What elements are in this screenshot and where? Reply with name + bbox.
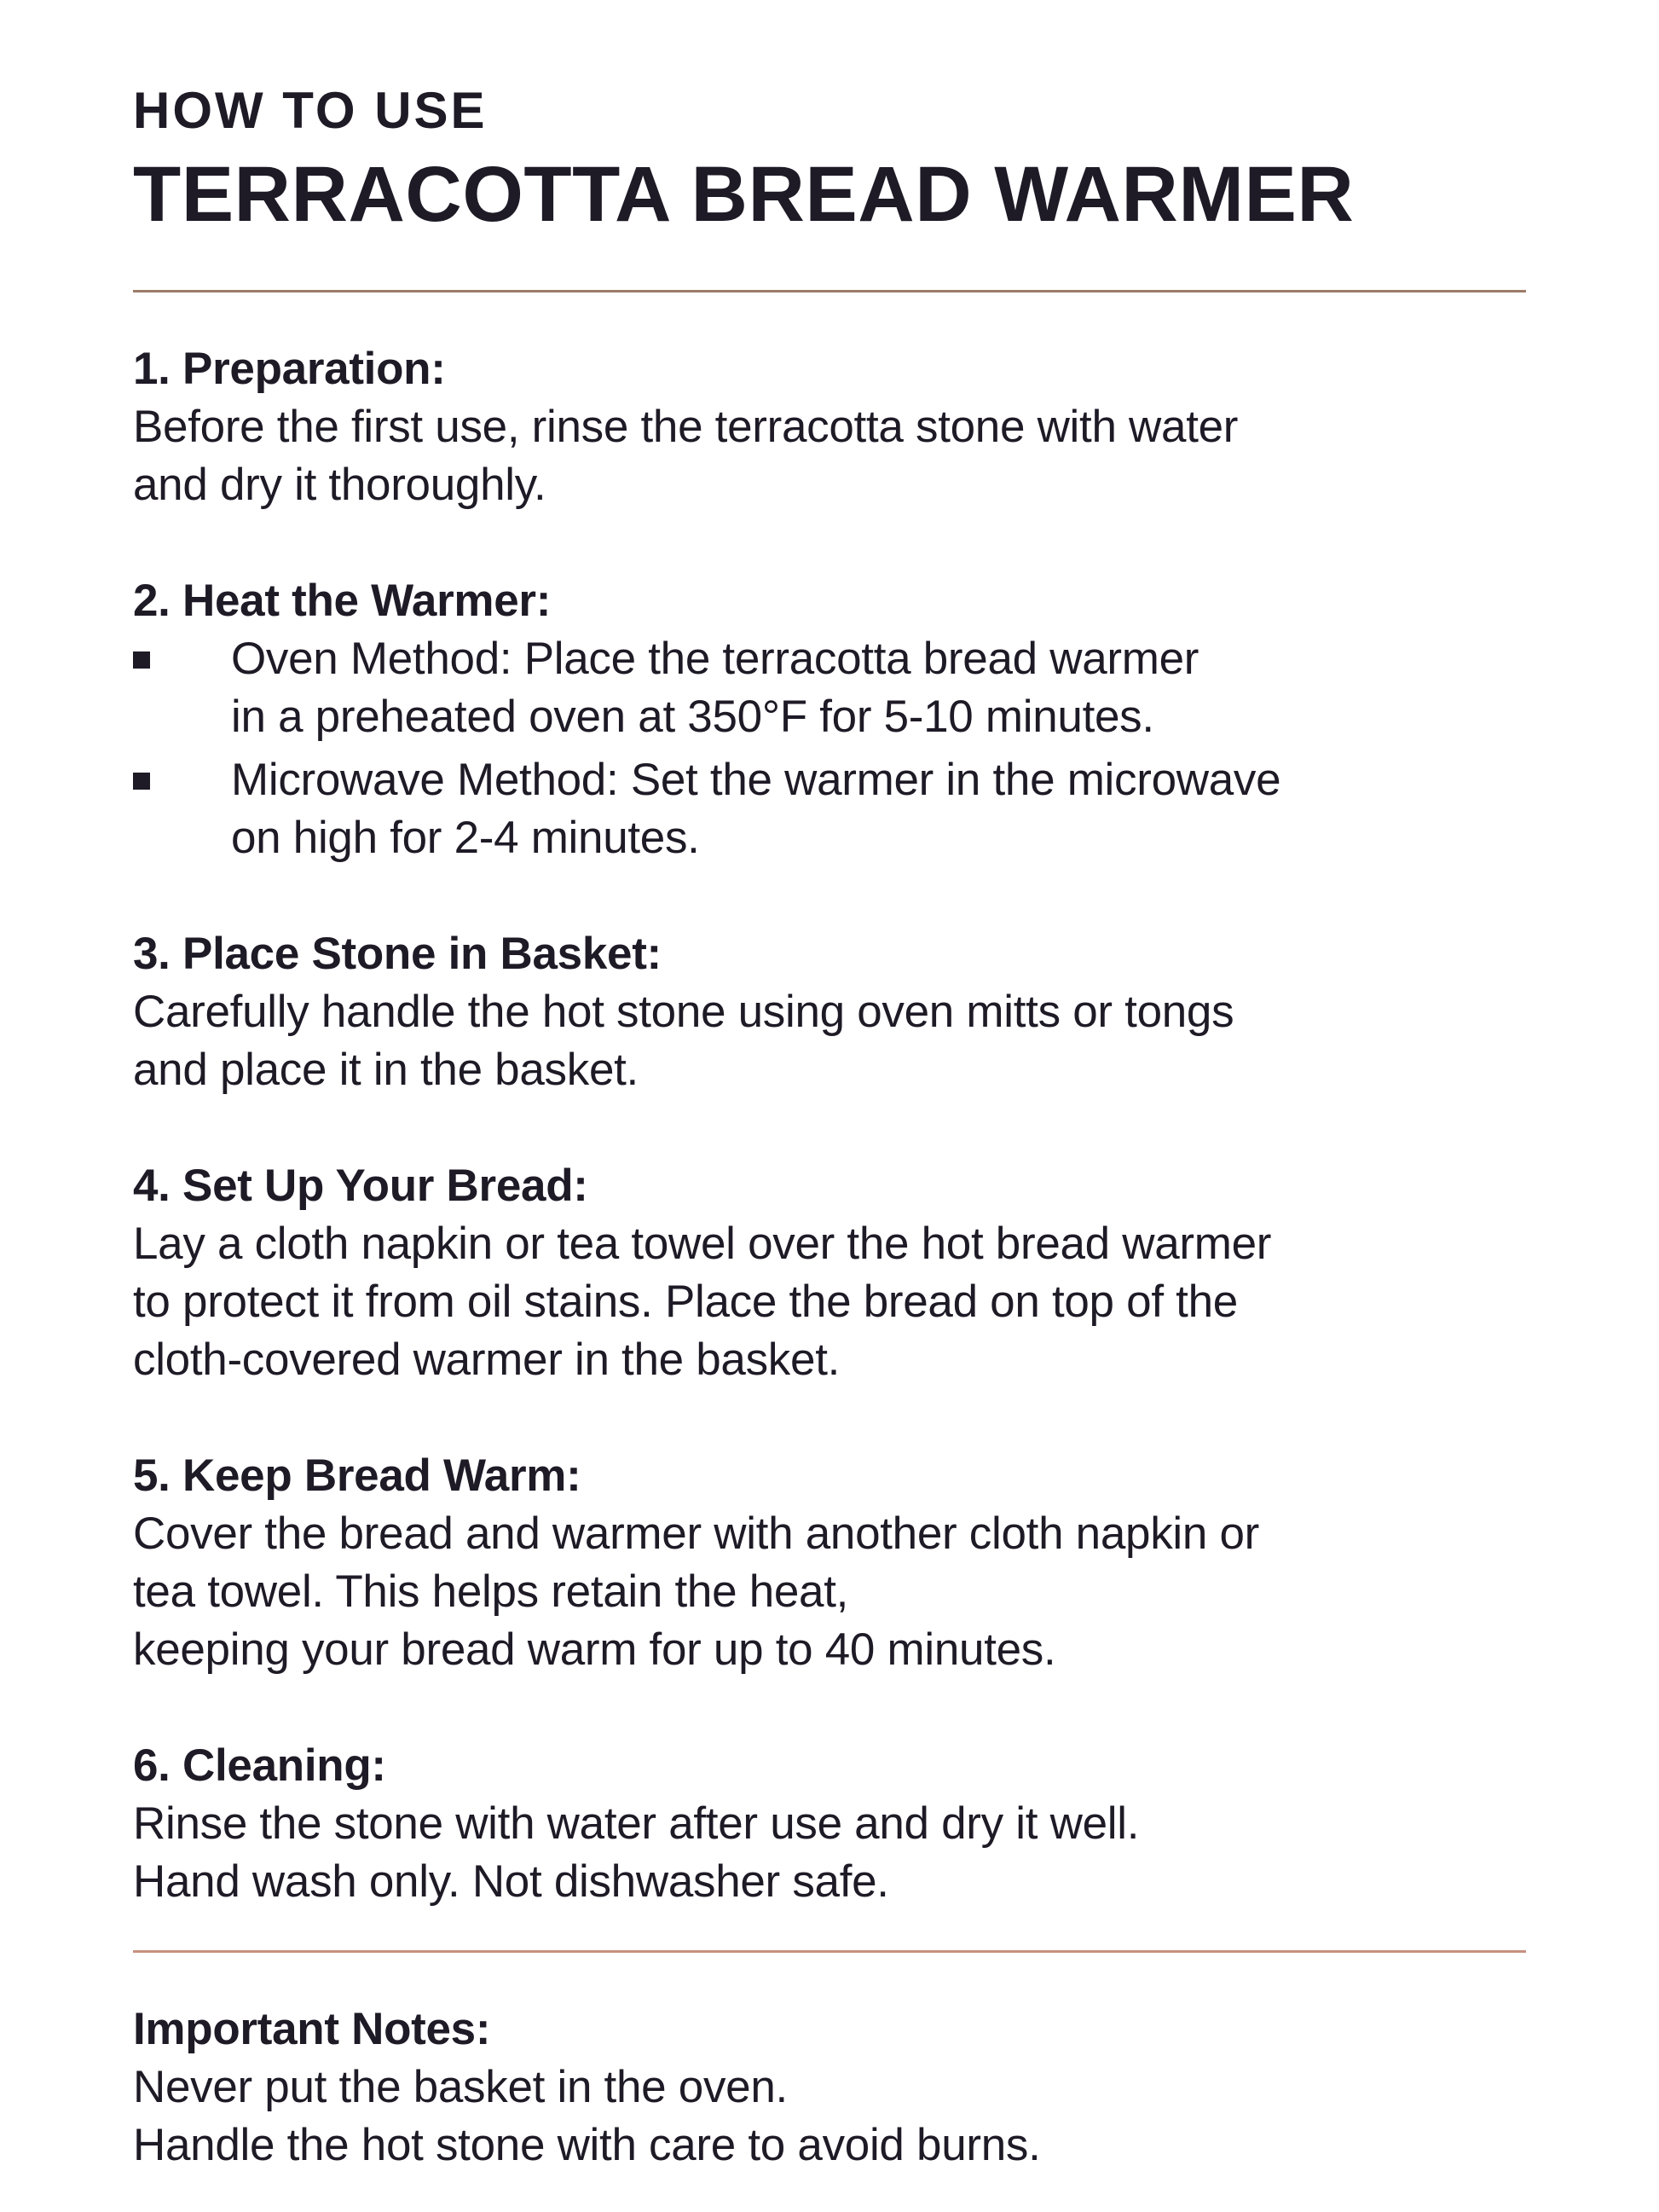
list-item xyxy=(133,630,1526,746)
body-line: Microwave Method: Set the warmer in the microwave xyxy=(231,754,1281,805)
body-line: Carefully handle the hot stone using oven mitts or tongs xyxy=(133,986,1234,1037)
body-line: on high for 2-4 minutes. xyxy=(231,812,700,863)
section-heading: 6. Cleaning: xyxy=(133,1740,386,1791)
section-important-notes xyxy=(133,2001,1526,2174)
body-line: Never put the basket in the oven. xyxy=(133,2061,788,2112)
body-line: tea towel. This helps retain the heat, xyxy=(133,1566,849,1617)
bullet-marker-column xyxy=(133,630,231,669)
body-line: Lay a cloth napkin or tea towel over the hot bread warmer xyxy=(133,1218,1272,1269)
page-title: TERRACOTTA BREAD WARMER xyxy=(133,151,1355,238)
body-line: Hand wash only. Not dishwasher safe. xyxy=(133,1856,889,1907)
section-cleaning xyxy=(133,1737,1526,1911)
body-line: Oven Method: Place the terracotta bread warmer xyxy=(231,633,1199,684)
section-heading: Important Notes: xyxy=(133,2003,491,2054)
bullet-text xyxy=(231,630,1526,746)
body-line: Cover the bread and warmer with another cloth napkin or xyxy=(133,1508,1260,1559)
bullet-marker-column xyxy=(133,751,231,790)
body-line: Before the first use, rinse the terracotta stone with water xyxy=(133,401,1239,452)
section-preparation xyxy=(133,340,1526,514)
body-line: Rinse the stone with water after use and dry it well. xyxy=(133,1798,1140,1849)
section-heading: 2. Heat the Warmer: xyxy=(133,575,552,626)
section-place-stone-in-basket xyxy=(133,925,1526,1099)
body-line: Handle the hot stone with care to avoid burns. xyxy=(133,2119,1041,2170)
body-line: keeping your bread warm for up to 40 minutes. xyxy=(133,1624,1056,1675)
section-heading: 4. Set Up Your Bread: xyxy=(133,1160,588,1211)
bullet-text xyxy=(231,751,1526,867)
list-item xyxy=(133,751,1526,867)
body-line: and place it in the basket. xyxy=(133,1044,639,1095)
bullet-square-icon xyxy=(133,651,150,669)
section-set-up-your-bread xyxy=(133,1157,1526,1389)
body-line: in a preheated oven at 350°F for 5-10 minutes. xyxy=(231,691,1154,742)
section-keep-bread-warm xyxy=(133,1447,1526,1679)
bottom-divider xyxy=(133,1950,1526,1953)
section-heat-the-warmer xyxy=(133,572,1526,867)
eyebrow-title: HOW TO USE xyxy=(133,82,488,139)
top-divider xyxy=(133,290,1526,292)
body-line: and dry it thoroughly. xyxy=(133,459,546,510)
bullet-square-icon xyxy=(133,773,150,790)
body-line: cloth-covered warmer in the basket. xyxy=(133,1334,841,1385)
section-heading: 5. Keep Bread Warm: xyxy=(133,1450,581,1501)
body-line: to protect it from oil stains. Place the bread on top of the xyxy=(133,1276,1238,1327)
section-heading: 1. Preparation: xyxy=(133,343,446,394)
section-heading: 3. Place Stone in Basket: xyxy=(133,928,662,979)
